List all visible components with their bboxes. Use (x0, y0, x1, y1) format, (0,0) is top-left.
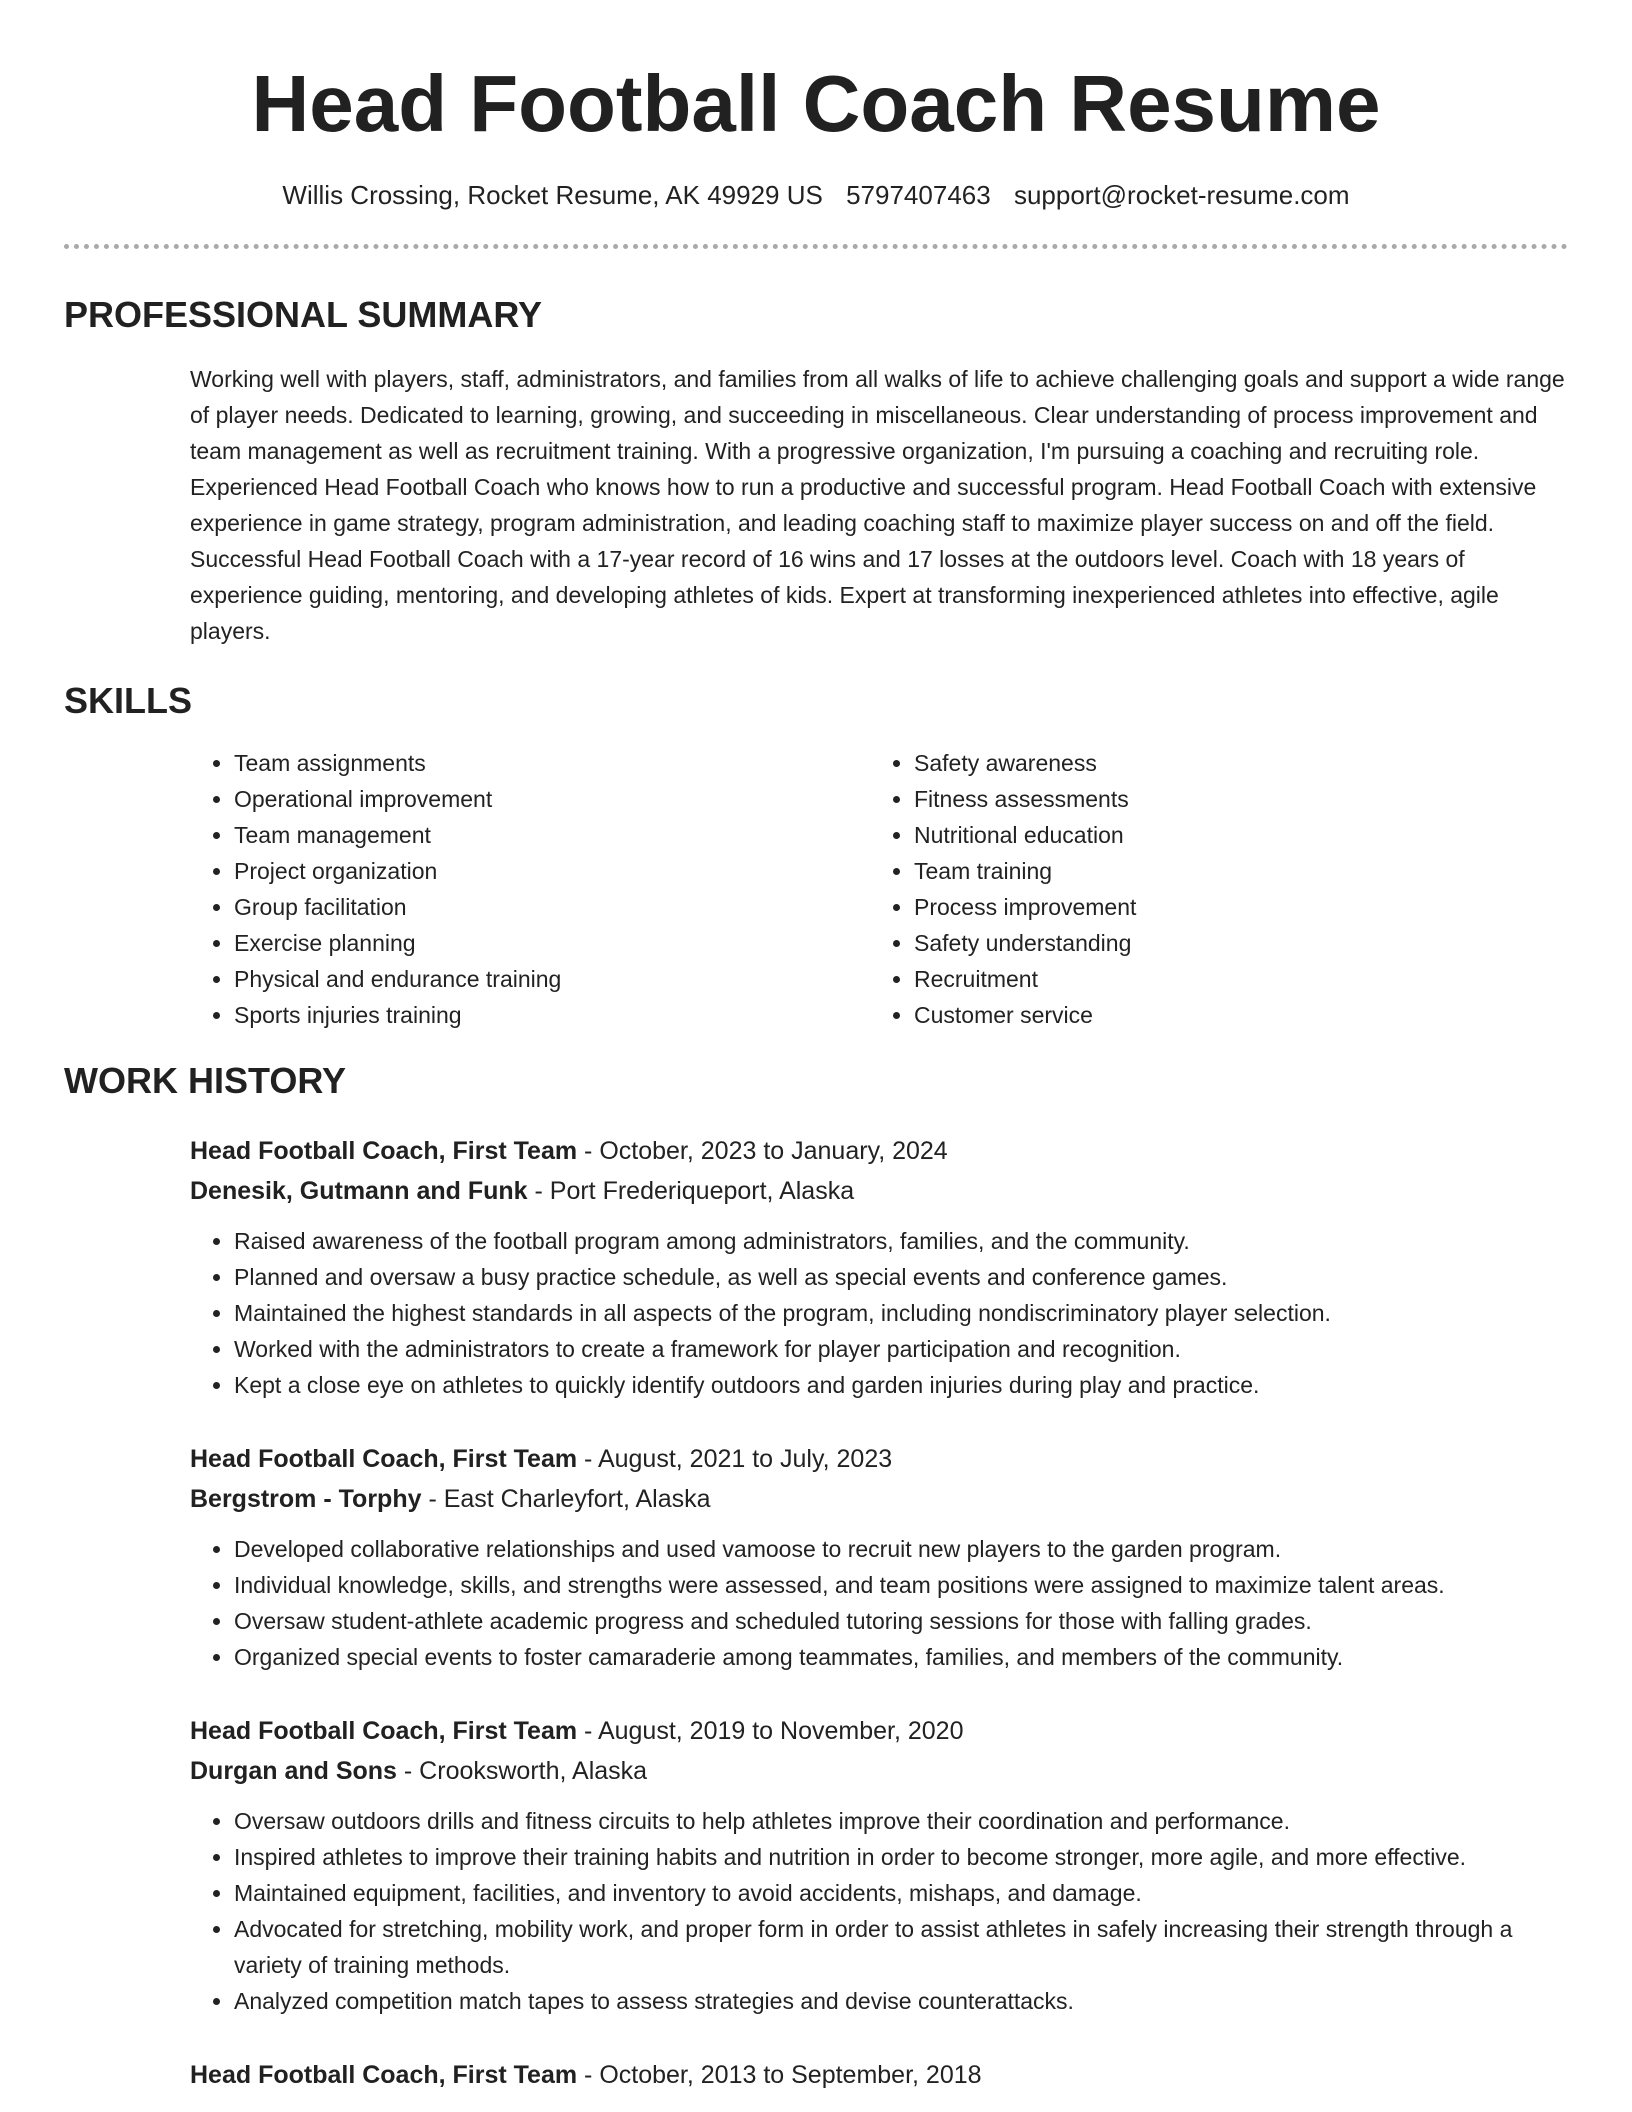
job-company: Durgan and Sons (190, 1757, 397, 1785)
skill-item: • Exercise planning (234, 925, 870, 961)
job-company-line (190, 1479, 1568, 1519)
job-bullet: • Raised awareness of the football program among administrators, families, and the community. (234, 1223, 1568, 1259)
job-bullet: • Analyzed competition match tapes to assess strategies and devise counterattacks. (234, 1983, 1568, 2019)
job-bullet: • Worked with the administrators to create a framework for player participation and recognition. (234, 1331, 1568, 1367)
skills-column-right (870, 745, 1550, 1033)
job-title: Head Football Coach, First Team (190, 1445, 578, 1473)
phone: 5797407463 (846, 180, 991, 210)
job-company-line (190, 1751, 1568, 1791)
job-entry (190, 2055, 1568, 2095)
job-dates: - October, 2023 to January, 2024 (577, 1137, 948, 1165)
summary-text: Working well with players, staff, administrators, and families from all walks of life to achieve challenging goals and support a wide range of player needs. Dedicated to learning, growing, and succeeding in miscellaneous. Clear understanding of process improvement and team management as well as recruitment training. With a progressive organization, I'm pursuing a coaching and recruiting role. Experienced Head Football Coach who knows how to run a productive and successful program. Head Football Coach with extensive experience in game strategy, program administration, and leading coaching staff to maximize player success on and off the field. Successful Head Football Coach with a 17-year record of 16 wins and 17 losses at the outdoors level. Coach with 18 years of experience guiding, mentoring, and developing athletes of kids. Expert at transforming inexperienced athletes into effective, agile players. (190, 366, 1565, 644)
resume-title: Head Football Coach Resume (251, 59, 1381, 148)
job-title: Head Football Coach, First Team (190, 2061, 578, 2089)
job-entry (190, 1131, 1568, 1403)
job-bullet: • Organized special events to foster camaraderie among teammates, families, and members of the community. (234, 1639, 1568, 1675)
skill-item: • Safety understanding (914, 925, 1550, 961)
job-bullet: • Advocated for stretching, mobility work, and proper form in order to assist athletes in safely increasing their strength through a variety of training methods. (234, 1911, 1568, 1983)
skill-item: • Physical and endurance training (234, 961, 870, 997)
job-company-line (190, 1171, 1568, 1211)
job-dates: - August, 2021 to July, 2023 (577, 1445, 893, 1473)
job-location: - Crooksworth, Alaska (396, 1757, 648, 1785)
job-bullet: • Oversaw student-athlete academic progress and scheduled tutoring sessions for those with falling grades. (234, 1603, 1568, 1639)
job-dates: - August, 2019 to November, 2020 (577, 1717, 964, 1745)
skill-item: • Team management (234, 817, 870, 853)
skills-column-left (190, 745, 870, 1033)
job-dates: - October, 2013 to September, 2018 (577, 2061, 982, 2089)
job-bullets (190, 1531, 1568, 1675)
skill-item: • Team assignments (234, 745, 870, 781)
job-bullet: • Maintained the highest standards in all aspects of the program, including nondiscriminatory player selection. (234, 1295, 1568, 1331)
skill-item: • Safety awareness (914, 745, 1550, 781)
job-bullet: • Maintained equipment, facilities, and inventory to avoid accidents, mishaps, and damage. (234, 1875, 1568, 1911)
job-title-line (190, 2055, 1568, 2095)
section-heading-skills: SKILLS (64, 680, 193, 721)
skill-item: • Recruitment (914, 961, 1550, 997)
job-bullet: • Individual knowledge, skills, and strengths were assessed, and team positions were assigned to maximize talent areas. (234, 1567, 1568, 1603)
job-bullet: • Developed collaborative relationships and used vamoose to recruit new players to the garden program. (234, 1531, 1568, 1567)
skill-item: • Fitness assessments (914, 781, 1550, 817)
skills-list (190, 745, 1568, 1033)
skill-item: • Nutritional education (914, 817, 1550, 853)
skill-item: • Group facilitation (234, 889, 870, 925)
job-entry (190, 1711, 1568, 2019)
job-title: Head Football Coach, First Team (190, 1137, 578, 1165)
job-company: Denesik, Gutmann and Funk (190, 1177, 528, 1205)
skill-item: • Team training (914, 853, 1550, 889)
job-bullet: • Kept a close eye on athletes to quickly identify outdoors and garden injuries during play and practice. (234, 1367, 1568, 1403)
skill-item: • Operational improvement (234, 781, 870, 817)
job-title: Head Football Coach, First Team (190, 1717, 578, 1745)
job-entry (190, 1439, 1568, 1675)
skill-item: • Project organization (234, 853, 870, 889)
section-heading-summary: PROFESSIONAL SUMMARY (64, 294, 543, 335)
job-bullet: • Planned and oversaw a busy practice schedule, as well as special events and conference games. (234, 1259, 1568, 1295)
job-location: - East Charleyfort, Alaska (421, 1485, 711, 1513)
contact-line (64, 178, 1568, 212)
job-title-line (190, 1711, 1568, 1751)
skill-item: • Sports injuries training (234, 997, 870, 1033)
job-location: - Port Frederiqueport, Alaska (527, 1177, 855, 1205)
job-bullets (190, 1223, 1568, 1403)
job-company: Bergstrom - Torphy (190, 1485, 422, 1513)
job-title-line (190, 1439, 1568, 1479)
skill-item: • Process improvement (914, 889, 1550, 925)
dotted-divider (64, 244, 1568, 249)
job-bullet: • Inspired athletes to improve their training habits and nutrition in order to become stronger, more agile, and more effective. (234, 1839, 1568, 1875)
email: support@rocket-resume.com (1013, 180, 1350, 210)
job-title-line (190, 1131, 1568, 1171)
skill-item: • Customer service (914, 997, 1550, 1033)
job-bullets (190, 1803, 1568, 2019)
job-bullet: • Oversaw outdoors drills and fitness circuits to help athletes improve their coordination and performance. (234, 1803, 1568, 1839)
section-heading-work-history: WORK HISTORY (64, 1060, 347, 1101)
resume-page (64, 0, 1568, 2095)
address: Willis Crossing, Rocket Resume, AK 49929 US (282, 180, 823, 210)
